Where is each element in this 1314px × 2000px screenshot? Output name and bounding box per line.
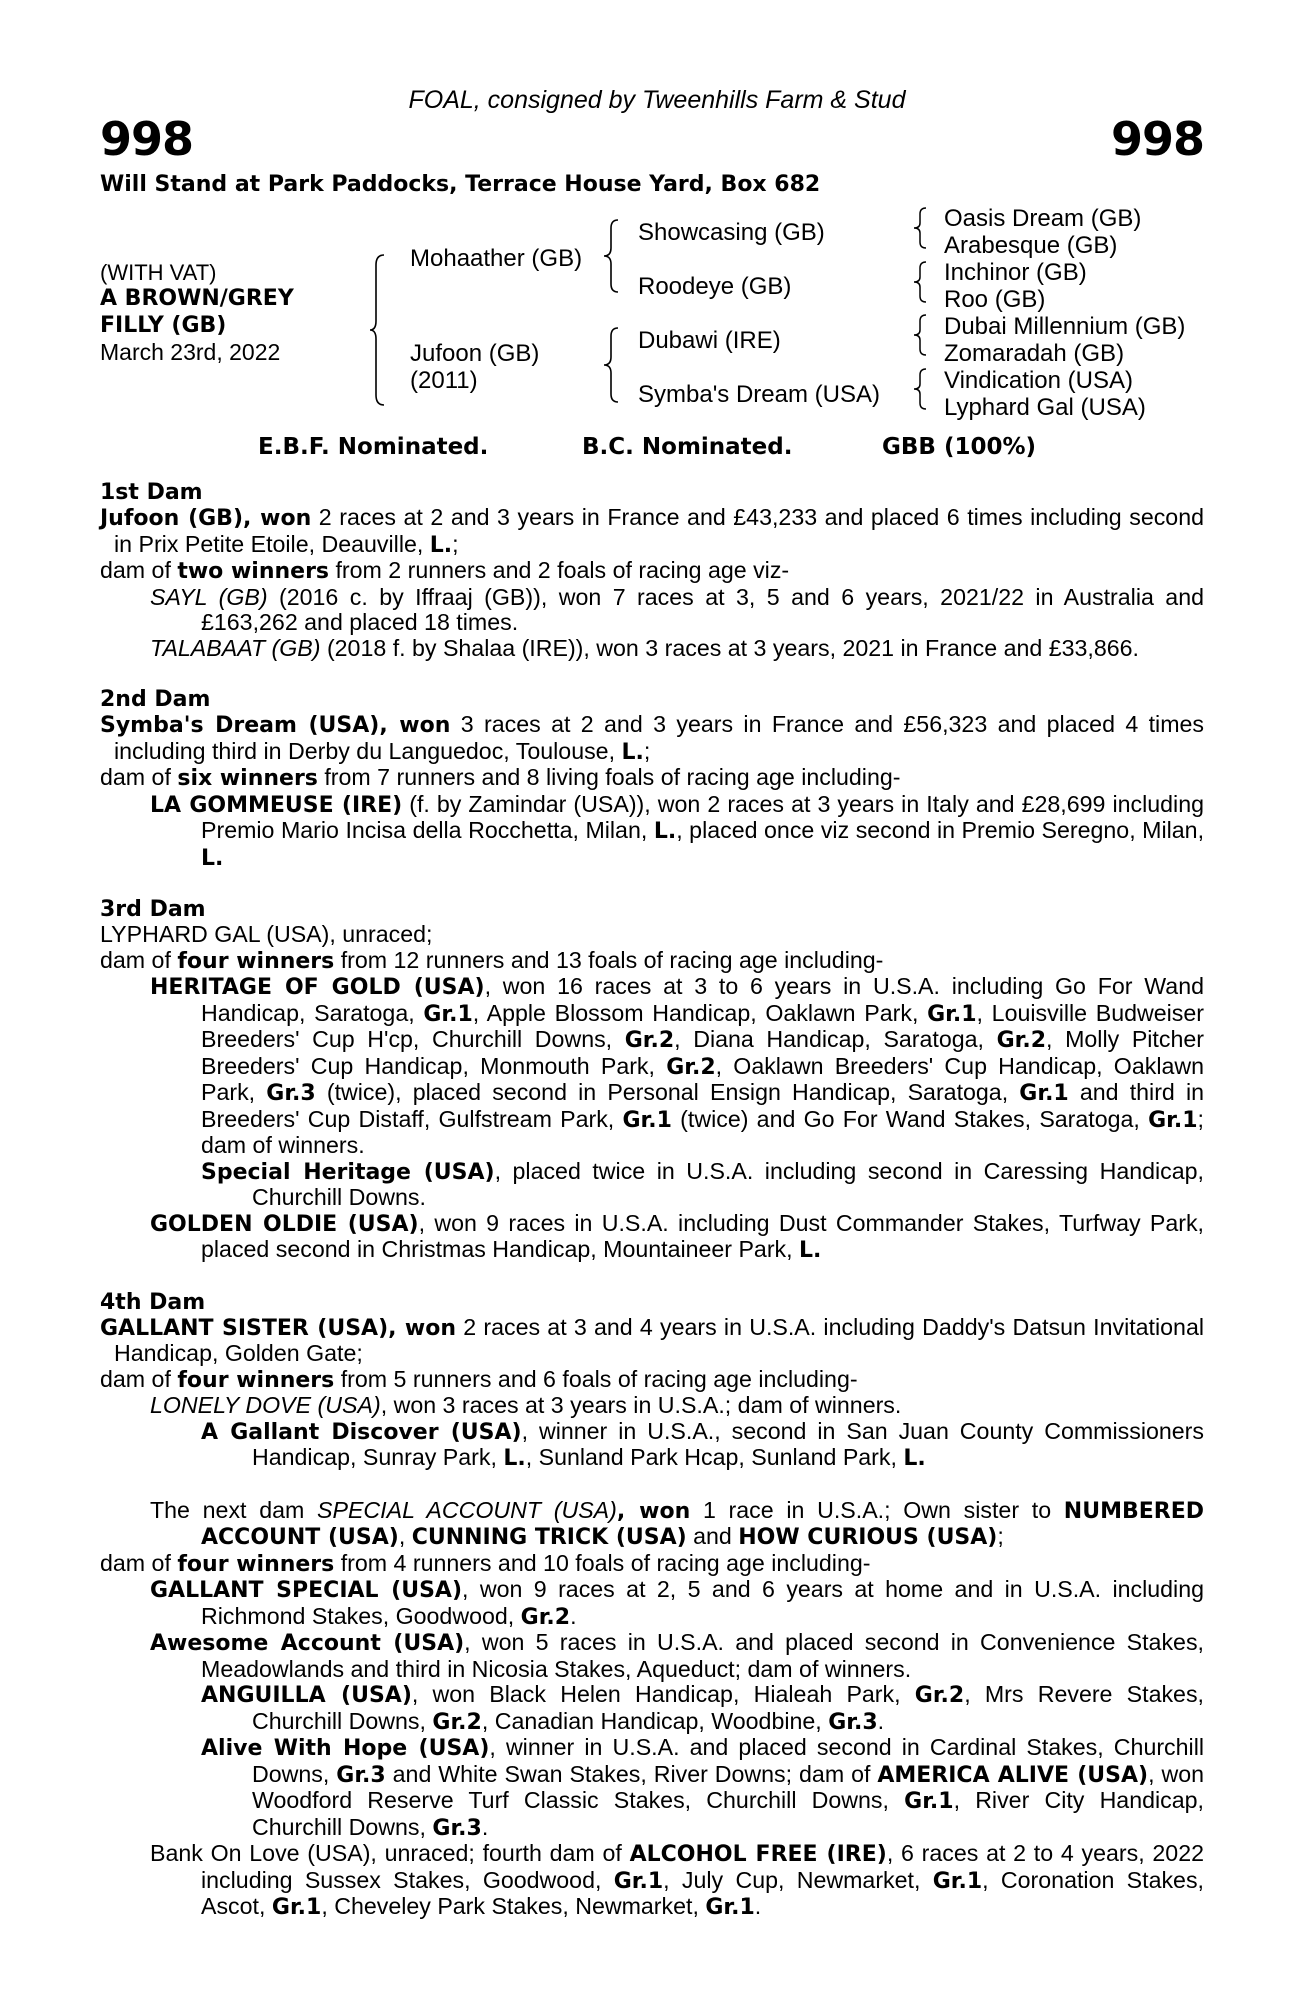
won-label: , won [243, 506, 312, 531]
pedigree-dam-sire: Dubawi (IRE) [638, 327, 781, 354]
pedigree-dds: Vindication (USA) [944, 367, 1133, 394]
listed-label: L. [201, 845, 224, 871]
text: , Sunland Park Hcap, Sunland Park, [525, 1444, 904, 1470]
pedigree-sire-dam: Roodeye (GB) [638, 273, 792, 300]
pedigree-bracket-sire [604, 218, 624, 298]
text: from 5 runners and 6 foals of racing age including- [334, 1365, 858, 1392]
vat-note: (WITH VAT) [100, 260, 217, 285]
second-dam-heading: 2nd Dam [100, 687, 211, 712]
horse-name: SAYL (GB) [150, 583, 268, 610]
text: Bank On Love (USA), unraced; fourth dam of [150, 1840, 630, 1866]
offspring-entry [100, 792, 1204, 872]
dam-name: Jufoon (GB) [100, 506, 244, 531]
horse-name: NUMBERED ACCOUNT (USA) [201, 1498, 1204, 1550]
grade-label: Gr.2 [432, 1709, 482, 1735]
dam-name: Symba's Dream (USA) [100, 713, 380, 738]
third-dam-produce-summary [100, 948, 1204, 975]
horse-name: Alive With Hope (USA) [201, 1736, 490, 1761]
third-dam-record: LYPHARD GAL (USA), unraced; [100, 921, 433, 947]
second-dam-produce-summary [100, 765, 1204, 792]
won-label: , won [616, 1498, 691, 1524]
horse-name: LONELY DOVE (USA) [150, 1392, 381, 1418]
listed-label: L. [621, 739, 644, 765]
grade-label: Gr.2 [666, 1054, 716, 1080]
text: ; dam of winners. [201, 1105, 1204, 1158]
pedigree-sds: Inchinor (GB) [944, 259, 1087, 286]
horse-name: Awesome Account (USA) [150, 1631, 465, 1656]
first-dam-produce-summary [100, 558, 1204, 585]
dam-name: GALLANT SISTER (USA) [100, 1315, 389, 1341]
horse-name: CUNNING TRICK (USA) [411, 1525, 687, 1550]
horse-name: LA GOMMEUSE (IRE) [150, 792, 403, 818]
horse-name: AMERICA ALIVE (USA) [877, 1762, 1149, 1788]
offspring-entry [100, 1393, 1204, 1419]
text: from 2 runners and 2 foals of racing age viz- [329, 557, 790, 583]
horse-name: TALABAAT (GB) [150, 634, 321, 661]
text: , Louisville Budweiser Breeders' Cup H'cp, Churchill Downs, [201, 999, 1204, 1052]
stand-location: Will Stand at Park Paddocks, Terrace House Yard, Box 682 [100, 172, 821, 197]
text: dam of [100, 764, 178, 790]
text: , won 9 races at 2, 5 and 6 years at home and in U.S.A. including Richmond Stakes, Goodwood, [201, 1576, 1204, 1629]
text: , won 9 races in U.S.A. including Dust Commander Stakes, Turfway Park, placed second in Christmas Handicap, Mountaineer Park, [201, 1209, 1204, 1262]
won-label: , won [379, 713, 451, 738]
grade-label: Gr.1 [271, 1895, 322, 1920]
text: , Coronation Stakes, Ascot, [201, 1866, 1204, 1919]
text: , Cheveley Park Stakes, Newmarket, [321, 1893, 706, 1919]
offspring-entry [100, 1630, 1204, 1682]
pedigree-ddd: Lyphard Gal (USA) [944, 394, 1146, 421]
grade-label: Gr.2 [914, 1683, 965, 1708]
text: , Diana Handicap, Saratoga, [674, 1026, 997, 1052]
third-dam-heading: 3rd Dam [100, 897, 206, 922]
pedigree-bracket-main [370, 253, 390, 408]
date-of-birth: March 23rd, 2022 [100, 339, 281, 365]
text: . [570, 1602, 577, 1629]
pedigree-sss: Oasis Dream (GB) [944, 205, 1142, 232]
lot-number-right: 998 [1110, 112, 1204, 166]
horse-name: HERITAGE OF GOLD (USA) [150, 975, 485, 1000]
grade-label: Gr.1 [1019, 1081, 1069, 1106]
offspring-entry [100, 974, 1204, 1159]
winners-count: six winners [177, 766, 318, 791]
text: dam of [100, 557, 178, 583]
lot-number-left: 998 [100, 112, 194, 166]
subject-description-1: A BROWN/GREY [100, 286, 294, 311]
grade-label: Gr.1 [904, 1789, 954, 1814]
text: 1 race in U.S.A.; Own sister to [690, 1496, 1064, 1523]
grade-label: Gr.1 [622, 1107, 672, 1133]
text: , placed once viz second in Premio Seregno, Milan, [676, 817, 1205, 843]
text: . [877, 1707, 885, 1734]
dam-name: SPECIAL ACCOUNT (USA) [317, 1496, 617, 1523]
pedigree-sdd: Roo (GB) [944, 286, 1046, 313]
pedigree-dam: Jufoon (GB) [410, 340, 540, 367]
grade-label: Gr.1 [613, 1868, 664, 1894]
horse-name: GALLANT SPECIAL (USA) [150, 1578, 463, 1603]
text: , [398, 1523, 412, 1549]
grade-label: Gr.2 [996, 1028, 1047, 1053]
text: (2018 f. by Shalaa (IRE)), won 3 races at 3 years, 2021 in France and £33,866. [320, 634, 1139, 661]
winners-count: four winners [177, 948, 335, 974]
text: 3 races at 2 and 3 years in France and £56,323 and placed 4 times including third in Derby du Languedoc, Toulouse, [114, 711, 1204, 764]
grade-label: Gr.1 [932, 1868, 983, 1894]
text: 2 races at 2 and 3 years in France and £43,233 and placed 6 times including second in Prix Petite Etoile, Deauville, [114, 504, 1204, 557]
offspring-entry [100, 1735, 1204, 1841]
next-dam-produce-summary [100, 1551, 1204, 1578]
listed-label: L. [503, 1446, 526, 1471]
pedigree-bracket-sd [914, 260, 932, 308]
text: and [686, 1523, 739, 1549]
grade-label: Gr.2 [520, 1604, 571, 1630]
text: dam of [100, 946, 178, 973]
pedigree-dam-year: (2011) [410, 367, 478, 394]
text: , won Black Helen Handicap, Hialeah Park, [411, 1681, 915, 1707]
text: (f. by Zamindar (USA)), won 2 races at 3 years in Italy and £28,699 including Premio Mario Incisa della Rocchetta, Milan, [201, 790, 1205, 843]
offspring-entry [100, 636, 1204, 662]
grade-label: Gr.1 [705, 1895, 755, 1920]
offspring-entry [100, 585, 1204, 636]
text: and White Swan Stakes, River Downs; dam of [385, 1760, 878, 1787]
offspring-entry [100, 1841, 1204, 1921]
offspring-entry [100, 1211, 1204, 1264]
offspring-entry [100, 1682, 1204, 1735]
offspring-entry [100, 1419, 1204, 1472]
text: , Canadian Handicap, Woodbine, [481, 1707, 829, 1734]
text: , Molly Pitcher Breeders' Cup Handicap, Monmouth Park, [201, 1026, 1204, 1079]
text: ; [997, 1523, 1004, 1549]
text: 2 races at 3 and 4 years in U.S.A. including Daddy's Datsun Invitational Handicap, Golden Gate; [114, 1313, 1204, 1366]
offspring-entry [100, 1577, 1204, 1630]
text: dam of [100, 1365, 178, 1392]
text: . [481, 1813, 489, 1840]
offspring-entry [100, 1159, 1204, 1211]
listed-label: L. [903, 1446, 926, 1471]
pedigree-dsd: Zomaradah (GB) [944, 340, 1125, 367]
text: (2016 c. by Iffraaj (GB)), won 7 races at 3, 5 and 6 years, 2021/22 in Australia and £163,262 and placed 18 times. [201, 583, 1204, 635]
grade-label: Gr.1 [927, 1001, 977, 1027]
pedigree-ssd: Arabesque (GB) [944, 232, 1118, 259]
pedigree-bracket-dd [914, 367, 932, 415]
pedigree-dam-dam: Symba's Dream (USA) [638, 381, 880, 408]
produce-record [100, 480, 1204, 1921]
text: ; [643, 737, 651, 764]
second-dam-record [100, 712, 1204, 765]
text: from 4 runners and 10 foals of racing age including- [334, 1549, 871, 1576]
horse-name: GOLDEN OLDIE (USA) [150, 1211, 419, 1237]
text: , 6 races at 2 to 4 years, 2022 including Sussex Stakes, Goodwood, [201, 1840, 1204, 1893]
subject-description-2: FILLY (GB) [100, 313, 227, 338]
listed-label: L. [653, 819, 677, 844]
horse-name: ALCOHOL FREE (IRE) [629, 1842, 887, 1867]
pedigree-bracket-ds [914, 313, 932, 361]
grade-label: Gr.1 [423, 1001, 473, 1027]
horse-name: HOW CURIOUS (USA) [738, 1525, 998, 1550]
bc-nomination: B.C. Nominated. [582, 434, 793, 460]
pedigree-sire: Mohaather (GB) [410, 245, 583, 272]
text: (twice), placed second in Personal Ensign Handicap, Saratoga, [315, 1079, 1020, 1105]
pedigree-bracket-dam [604, 326, 624, 408]
horse-name: Special Heritage (USA) [201, 1159, 495, 1185]
ebf-nomination: E.B.F. Nominated. [258, 434, 489, 460]
text: dam of [100, 1549, 178, 1576]
text: , winner in U.S.A. and placed second in Cardinal Stakes, Churchill Downs, [252, 1734, 1205, 1787]
pedigree-dss: Dubai Millennium (GB) [944, 313, 1186, 340]
next-dam-record [100, 1498, 1204, 1551]
won-label: , won [388, 1315, 457, 1341]
first-dam-heading: 1st Dam [100, 480, 203, 505]
grade-label: Gr.3 [432, 1815, 482, 1841]
pedigree-bracket-ss [914, 206, 932, 254]
text: from 7 runners and 8 living foals of racing age including- [317, 764, 901, 790]
text: , July Cup, Newmarket, [663, 1866, 933, 1893]
first-dam-record [100, 505, 1204, 558]
text: and third in Breeders' Cup Distaff, Gulfstream Park, [201, 1079, 1205, 1132]
text: , won 5 races in U.S.A. and placed second in Convenience Stakes, Meadowlands and third in Nicosia Stakes, Aqueduct; dam of winners. [201, 1629, 1204, 1682]
winners-count: four winners [177, 1551, 335, 1577]
text: , Oaklawn Breeders' Cup Handicap, Oaklawn Park, [201, 1052, 1205, 1105]
text: , Apple Blossom Handicap, Oaklawn Park, [472, 999, 928, 1026]
text: (twice) and Go For Wand Stakes, Saratoga, [671, 1105, 1149, 1132]
pedigree-sire-sire: Showcasing (GB) [638, 219, 825, 246]
winners-count: two winners [177, 559, 330, 584]
grade-label: Gr.3 [828, 1709, 878, 1735]
fourth-dam-heading: 4th Dam [100, 1289, 206, 1315]
text: ; [452, 530, 459, 557]
listed-label: L. [429, 532, 453, 558]
listed-label: L. [799, 1238, 822, 1263]
text: , placed twice in U.S.A. including second in Caressing Handicap, Churchill Downs. [252, 1157, 1205, 1210]
text: , River City Handicap, Churchill Downs, [252, 1787, 1204, 1840]
grade-label: Gr.3 [336, 1762, 386, 1788]
fourth-dam-record [100, 1315, 1204, 1367]
gbb-status: GBB (100%) [882, 434, 1037, 460]
consignor-line: FOAL, consigned by Tweenhills Farm & Stud [408, 86, 906, 114]
text: , won 3 races at 3 years in U.S.A.; dam of winners. [380, 1392, 902, 1418]
grade-label: Gr.2 [624, 1028, 675, 1053]
fourth-dam-produce-summary [100, 1367, 1204, 1394]
grade-label: Gr.1 [1148, 1107, 1198, 1133]
text: , winner in U.S.A., second in San Juan County Commissioners Handicap, Sunray Park, [252, 1417, 1204, 1470]
grade-label: Gr.3 [266, 1081, 316, 1106]
text: , won Woodford Reserve Turf Classic Stakes, Churchill Downs, [252, 1760, 1204, 1813]
text: The next dam [150, 1496, 318, 1523]
text: from 12 runners and 13 foals of racing age including- [334, 946, 884, 973]
horse-name: ANGUILLA (USA) [201, 1683, 412, 1708]
text: , Mrs Revere Stakes, Churchill Downs, [252, 1681, 1204, 1734]
winners-count: four winners [177, 1367, 335, 1393]
text: . [754, 1893, 762, 1919]
text: , won 16 races at 3 to 6 years in U.S.A. including Go For Wand Handicap, Saratoga, [201, 973, 1204, 1026]
horse-name: A Gallant Discover (USA) [201, 1419, 522, 1445]
